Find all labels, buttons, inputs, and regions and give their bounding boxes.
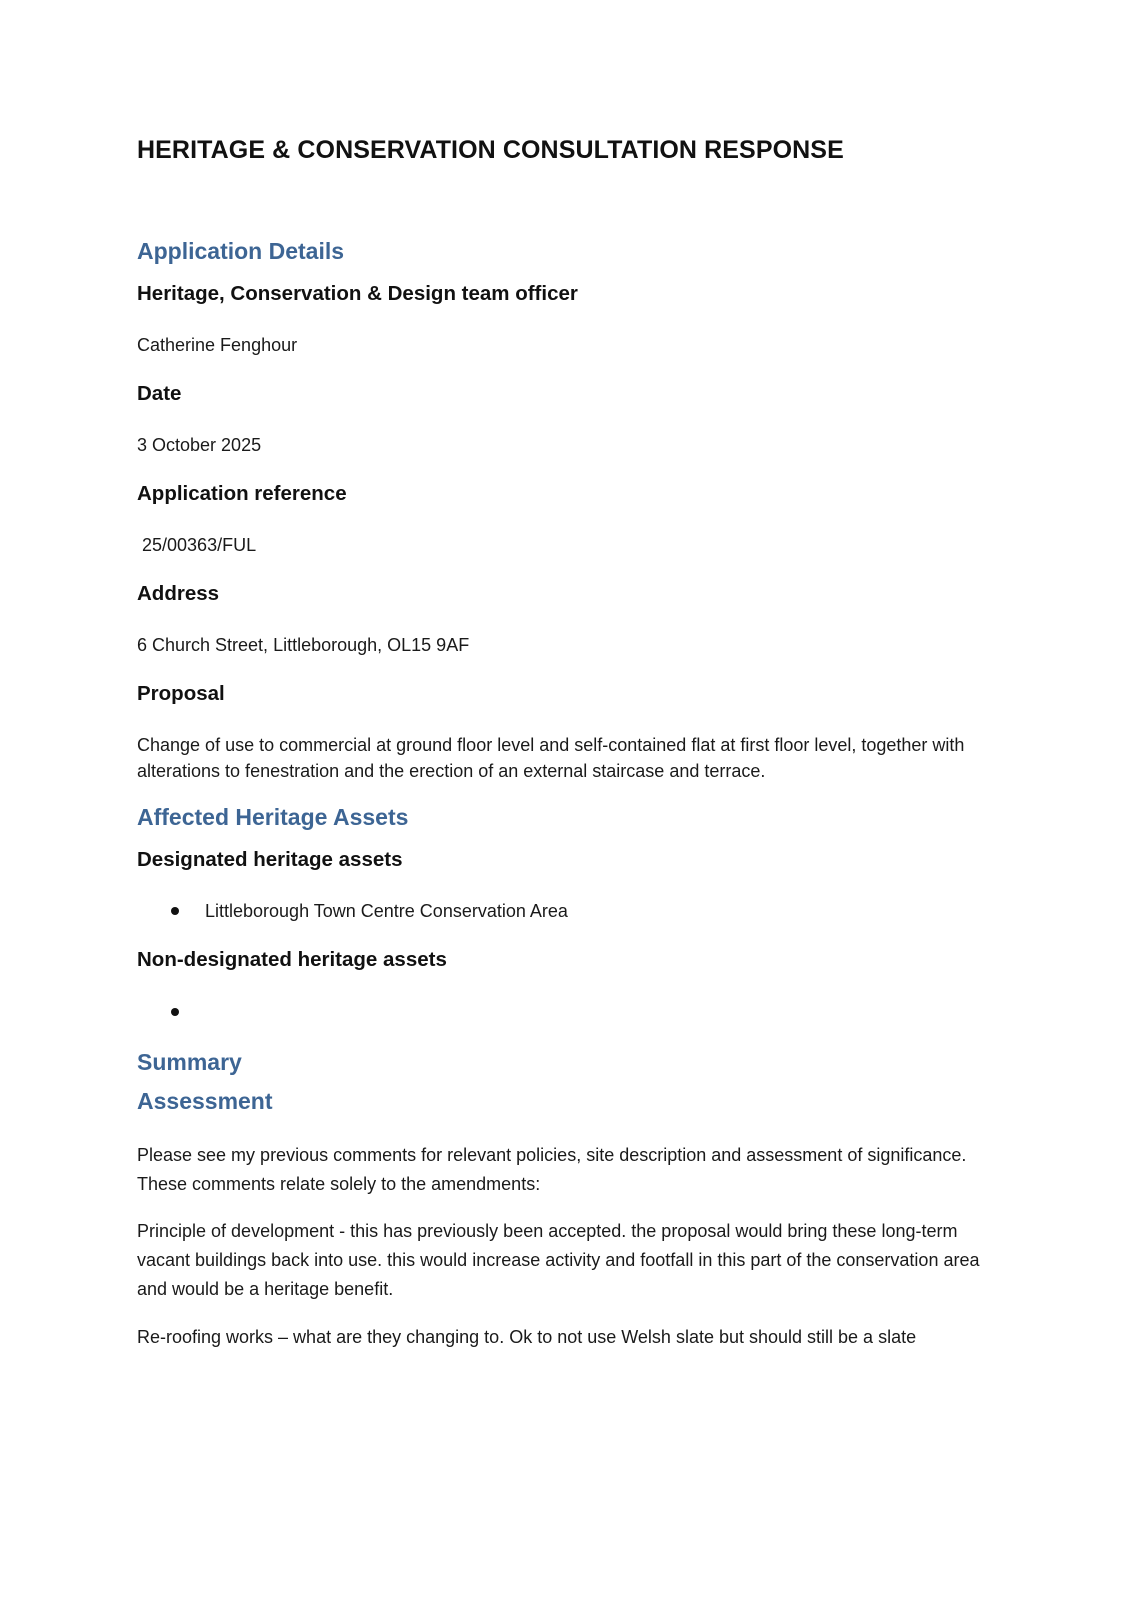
summary-heading: Summary bbox=[137, 1049, 242, 1075]
reference-value: 25/00363/FUL bbox=[137, 535, 257, 555]
address-value: 6 Church Street, Littleborough, OL15 9AF bbox=[137, 635, 470, 655]
date-value: 3 October 2025 bbox=[137, 435, 262, 455]
assessment-paragraph: Please see my previous comments for relevant policies, site description and assessment of significance. These comments relate solely to the amendments: bbox=[137, 1145, 967, 1194]
assessment-paragraph: Re-roofing works – what are they changing to. Ok to not use Welsh slate but should still be a slate bbox=[137, 1327, 917, 1347]
designated-assets-label: Designated heritage assets bbox=[137, 848, 403, 871]
assessment-paragraph: Principle of development - this has previously been accepted. the proposal would bring these long-term vacant buildings back into use. this would increase activity and footfall in this part of the conservation area and would be a heritage benefit. bbox=[137, 1221, 980, 1299]
address-label: Address bbox=[137, 582, 220, 605]
officer-value: Catherine Fenghour bbox=[137, 335, 298, 355]
document-title: HERITAGE & CONSERVATION CONSULTATION RESPONSE bbox=[137, 136, 844, 164]
non-designated-bullet bbox=[171, 1008, 179, 1016]
proposal-value: Change of use to commercial at ground floor level and self-contained flat at first floor level, together with alterations to fenestration and the erection of an external staircase and terrace. bbox=[137, 735, 965, 781]
date-label: Date bbox=[137, 382, 182, 405]
assessment-heading: Assessment bbox=[137, 1088, 273, 1114]
designated-asset-item: Littleborough Town Centre Conservation Area bbox=[205, 901, 568, 921]
affected-heritage-assets-heading: Affected Heritage Assets bbox=[137, 804, 409, 830]
officer-label: Heritage, Conservation & Design team officer bbox=[137, 282, 578, 305]
application-details-heading: Application Details bbox=[137, 238, 345, 264]
proposal-label: Proposal bbox=[137, 682, 225, 705]
non-designated-assets-label: Non-designated heritage assets bbox=[137, 948, 447, 971]
reference-label: Application reference bbox=[137, 482, 347, 505]
designated-bullet bbox=[171, 907, 179, 915]
